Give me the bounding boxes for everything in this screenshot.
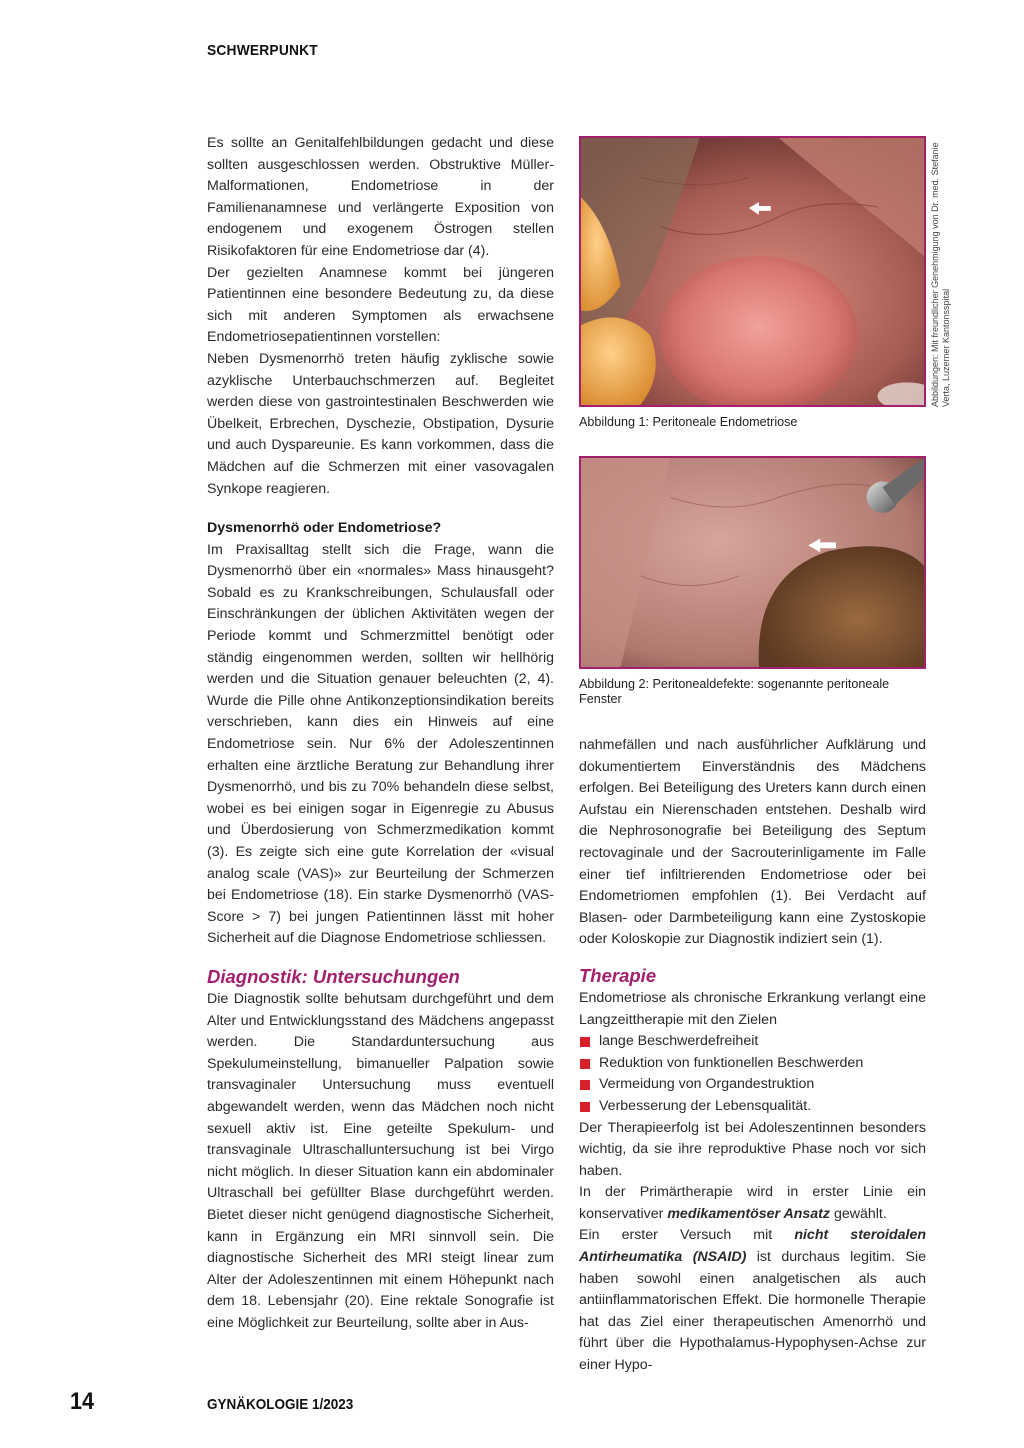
bullet-square-icon: [580, 1059, 590, 1069]
bullet-square-icon: [580, 1102, 590, 1112]
paragraph: Die Diagnostik sollte behutsam durchgeführt und dem Alter und Entwicklungsstand des Mädchens angepasst werden. Die Standarduntersuchung aus Spekulumeinstellung, bimanueller Palpation sowie transvaginaler Untersuchung muss eventuell abgewandelt werden, wenn das Mädchen noch nicht sexuell aktiv ist. Eine geteilte Spekulum- und transvaginale Ultraschalluntersuchung ist bei Virgo nicht möglich. In dieser Situation kann ein abdominaler Ultraschall bei gefüllter Blase durchgeführt werden. Bietet dieser nicht genügend diagnostische Sicherheit, kann in Ergänzung ein MRI sinnvoll sein. Die diagnostische Sicherheit des MRI steigt linear zum Alter der Adoleszentinnen mit einem Höhepunkt nach dem 18. Lebensjahr (20). Eine rektale Sonografie ist eine Möglichkeit zur Beurteilung, sollte aber in Aus-: [207, 990, 554, 1331]
paragraph: Der Therapieerfolg ist bei Adoleszentinnen besonders wichtig, da sie ihre reproduktive Phase noch vor sich haben.: [579, 1119, 926, 1179]
goal-list: [579, 1031, 926, 1117]
section-label: SCHWERPUNKT: [207, 42, 318, 59]
paragraph: Endometriose als chronische Erkrankung verlangt eine Langzeittherapie mit den Zielen: [579, 989, 926, 1028]
bullet-square-icon: [580, 1037, 590, 1047]
list-item-text: lange Beschwerdefreiheit: [599, 1033, 759, 1050]
section-heading: Diagnostik: Untersuchungen: [207, 965, 460, 987]
journal-title: GYNÄKOLOGIE 1/2023: [207, 1396, 354, 1413]
figure-2-caption: Abbildung 2: Peritonealdefekte: sogenannte peritoneale Fenster: [579, 677, 890, 706]
list-item: [579, 1031, 926, 1053]
page-number: 14: [70, 1388, 95, 1415]
subheading: Dysmenorrhö oder Endometriose?: [207, 520, 442, 537]
list-item: [579, 1053, 926, 1075]
paragraph: Im Praxisalltag stellt sich die Frage, wann die Dysmenorrhö über ein «normales» Mass hinausgeht? Sobald es zu Krankschreibungen, Schulausfall oder Einschränkungen der üblichen Aktivitäten wegen der Periode kommt und Schmerzmittel benötigt oder ständig eingenommen werden, sollten wir hellhörig werden und die Situation genauer beleuchten (2, 4). Wurde die Pille ohne Antikonzeptionsindikation bereits verschrieben, kann dies ein Hinweis auf eine Endometriose sein. Nur 6% der Adoleszentinnen erhalten eine ärztliche Beratung zur Behandlung ihrer Dysmenorrhö, und bis zu 70% behandeln diese selbst, wobei es bei einigen sogar in Eigenregie zu Abusus und Überdosierung von Schmerzmedikation kommt (3). Es zeigte sich eine gute Korrelation der «visual analog scale (VAS)» zur Beurteilung der Schmerzen bei Endometriose (18). Ein starke Dysmenorrhö (VAS-Score > 7) bei jungen Patientinnen lässt mit hoher Sicherheit auf die Diagnose Endometriose schliessen.: [207, 541, 554, 947]
image-credit: Abbildungen: Mit freundlicher Genehmigung von Dr. med. Stefanie Verta, Luzerner Kantonsspital: [930, 142, 951, 407]
emphasis: medikamentöser Ansatz: [667, 1205, 830, 1222]
paragraph: Es sollte an Genitalfehlbildungen gedacht und diese sollten ausgeschlossen werden. Obstruktive Müller-Malformationen, Endometriose in der Familienanamnese und verlängerte Exposition von endogenem und exogenem Östrogen stellen Risikofaktoren für eine Endometriose dar (4).: [207, 135, 554, 259]
right-column: [579, 735, 926, 1377]
bullet-square-icon: [580, 1080, 590, 1090]
paragraph: [579, 1225, 926, 1376]
paragraph: Der gezielten Anamnese kommt bei jüngeren Patientinnen eine besondere Bedeutung zu, da diese sich mit anderen Symptomen als erwachsene Endometriosepatientinnen vorstellen:: [207, 264, 554, 346]
figure-1-image: [579, 136, 926, 407]
figure-2-image: [579, 456, 926, 669]
emphasis: nicht steroidalen Antirheumatika (NSAID): [579, 1227, 926, 1266]
text-span: ist durchaus legitim. Sie haben sowohl einen analgetischen als auch antiinflammatorischen Effekt. Die hormonelle Therapie hat das Ziel einer therapeutischen Amenorrhö und führt über die Hypothalamus-Hypophysen-Achse zur einer Hypo-: [579, 1249, 926, 1374]
endoscopy-image-1: [581, 138, 924, 405]
list-item: [579, 1074, 926, 1096]
left-column: [207, 133, 554, 1334]
list-item-text: Verbesserung der Lebensqualität.: [599, 1097, 812, 1114]
text-span: Ein erster Versuch mit: [579, 1227, 795, 1244]
paragraph: [579, 1182, 926, 1225]
text-span: gewählt.: [830, 1205, 887, 1222]
list-item-text: Reduktion von funktionellen Beschwerden: [599, 1054, 864, 1071]
section-heading: Therapie: [579, 964, 657, 986]
text-span: In der Primärtherapie wird in erster Linie ein konservativer: [579, 1184, 926, 1222]
endoscopy-image-2: [581, 458, 924, 667]
list-item: [579, 1096, 926, 1118]
paragraph: nahmefällen und nach ausführlicher Aufklärung und dokumentiertem Einverständnis des Mädchens erfolgen. Bei Beteiligung des Ureters kann durch einen Aufstau ein Nierenschaden entstehen. Deshalb wird die Nephrosonografie bei Beteiligung des Septum rectovaginale und der Sacrouterinligamente im Falle einer tief infiltrierenden Endometriose oder bei Endometriomen empfohlen (1). Bei Verdacht auf Blasen- oder Darmbeteiligung kann eine Zystoskopie oder Koloskopie zur Diagnostik indiziert sein (1).: [579, 737, 926, 948]
list-item-text: Vermeidung von Organdestruktion: [599, 1076, 815, 1093]
paragraph: Neben Dysmenorrhö treten häufig zyklische sowie azyklische Unterbauchschmerzen auf. Begleitet werden diese von gastrointestinalen Beschwerden wie Übelkeit, Erbrechen, Dyschezie, Obstipation, Dysurie und auch Dyspareunie. Es kann vorkommen, dass die Mädchen auf die Schmerzen mit einer vasovagalen Synkope reagieren.: [207, 350, 554, 497]
figure-1-caption: Abbildung 1: Peritoneale Endometriose: [579, 415, 798, 429]
